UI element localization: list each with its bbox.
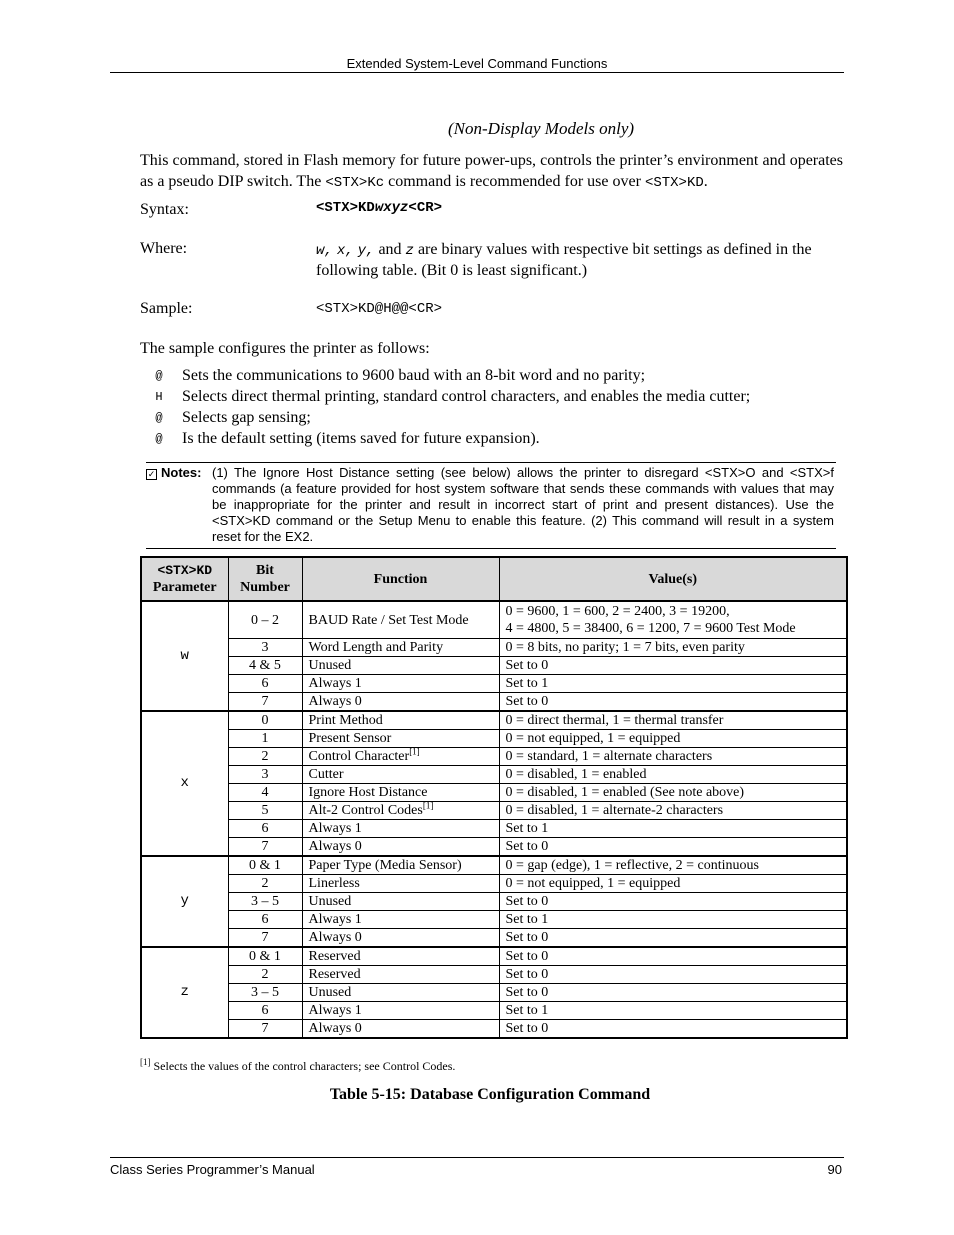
value-cell: Set to 0 xyxy=(499,984,847,1002)
intro-text: . xyxy=(703,173,708,190)
intro-paragraph xyxy=(140,150,843,194)
table-row xyxy=(141,693,847,712)
table-row xyxy=(141,730,847,748)
sample-value: <STX>KD@H@@<CR> xyxy=(316,301,443,317)
col-header-bit xyxy=(228,557,302,601)
col-header-parameter xyxy=(141,557,228,601)
syntax-value xyxy=(316,200,442,216)
section-subtitle: (Non-Display Models only) xyxy=(448,119,635,138)
where-var-z: z xyxy=(405,243,414,259)
table-row xyxy=(141,838,847,857)
bit-cell: 2 xyxy=(228,875,302,893)
config-table xyxy=(140,556,848,1039)
function-cell: Always 0 xyxy=(302,838,499,857)
intro-code-kd: <STX>KD xyxy=(644,175,704,191)
header-rule xyxy=(110,72,844,73)
header-param-text: Parameter xyxy=(152,580,217,595)
syntax-label: Syntax: xyxy=(140,201,189,218)
syntax-prefix: <STX>KD xyxy=(316,200,375,216)
function-cell: Always 1 xyxy=(302,911,499,929)
bullet-text: Sets the communications to 9600 baud with an 8-bit word and no parity; xyxy=(182,367,646,384)
param-cell: w xyxy=(141,601,228,711)
page-number: 90 xyxy=(827,1162,842,1177)
footnote-text: Selects the values of the control characters; see Control Codes. xyxy=(150,1059,456,1073)
table-row xyxy=(141,856,847,875)
where-and: and xyxy=(374,241,406,258)
bullet-text: Selects gap sensing; xyxy=(182,409,311,426)
function-text: Control Character xyxy=(308,749,410,764)
notes-label xyxy=(146,465,201,480)
table-row xyxy=(141,929,847,948)
bullet-key: @ xyxy=(155,369,163,383)
function-cell: Always 1 xyxy=(302,820,499,838)
value-line: 4 = 4800, 5 = 38400, 6 = 1200, 7 = 9600 Test Mode xyxy=(505,621,796,636)
footnote-mark: [1] xyxy=(140,1057,151,1067)
table-row xyxy=(141,820,847,838)
syntax-suffix: <CR> xyxy=(408,200,443,216)
bullet-text: Is the default setting (items saved for future expansion). xyxy=(182,430,540,447)
sample-label: Sample: xyxy=(140,300,193,317)
intro-code-kc: <STX>Kc xyxy=(325,175,385,191)
table-row xyxy=(141,657,847,675)
list-item xyxy=(140,367,840,388)
table-row xyxy=(141,1020,847,1039)
value-cell: 0 = gap (edge), 1 = reflective, 2 = continuous xyxy=(499,856,847,875)
bit-cell: 7 xyxy=(228,693,302,712)
bullet-text: Selects direct thermal printing, standard control characters, and enables the media cutter; xyxy=(182,388,751,405)
bit-cell: 7 xyxy=(228,838,302,857)
where-label: Where: xyxy=(140,240,188,257)
value-cell: Set to 0 xyxy=(499,693,847,712)
value-cell: Set to 0 xyxy=(499,893,847,911)
bullet-key: @ xyxy=(155,432,163,446)
col-header-function: Function xyxy=(302,557,499,601)
function-cell: Always 1 xyxy=(302,675,499,693)
table-row xyxy=(141,947,847,966)
bit-cell: 1 xyxy=(228,730,302,748)
bit-cell: 0 & 1 xyxy=(228,947,302,966)
bit-cell: 3 – 5 xyxy=(228,893,302,911)
bit-cell: 2 xyxy=(228,748,302,766)
param-group-x xyxy=(141,711,847,856)
table-caption: Table 5-15: Database Configuration Command xyxy=(329,1086,651,1103)
table-row xyxy=(141,601,847,639)
table-row xyxy=(141,911,847,929)
table-row xyxy=(141,984,847,1002)
param-cell: x xyxy=(141,711,228,856)
function-cell: Ignore Host Distance xyxy=(302,784,499,802)
value-cell: 0 = 8 bits, no parity; 1 = 7 bits, even parity xyxy=(499,639,847,657)
function-cell xyxy=(302,802,499,820)
value-cell: 0 = not equipped, 1 = equipped xyxy=(499,730,847,748)
table-row xyxy=(141,802,847,820)
checkbox-icon: ✓ xyxy=(147,469,156,479)
table-footnote xyxy=(140,1059,455,1074)
value-cell: Set to 0 xyxy=(499,657,847,675)
bit-cell: 6 xyxy=(228,820,302,838)
function-cell: Unused xyxy=(302,893,499,911)
bit-cell: 3 xyxy=(228,639,302,657)
function-cell: Present Sensor xyxy=(302,730,499,748)
bit-cell: 7 xyxy=(228,929,302,948)
table-row xyxy=(141,675,847,693)
bit-cell: 5 xyxy=(228,802,302,820)
bit-cell: 4 xyxy=(228,784,302,802)
sample-intro: The sample configures the printer as follows: xyxy=(140,340,430,357)
bit-cell: 2 xyxy=(228,966,302,984)
function-cell: Print Method xyxy=(302,711,499,730)
list-item xyxy=(140,430,840,451)
function-cell: Paper Type (Media Sensor) xyxy=(302,856,499,875)
table-row xyxy=(141,893,847,911)
function-cell: Word Length and Parity xyxy=(302,639,499,657)
value-cell: Set to 1 xyxy=(499,911,847,929)
list-item xyxy=(140,409,840,430)
value-cell: 0 = standard, 1 = alternate characters xyxy=(499,748,847,766)
value-cell: 0 = disabled, 1 = alternate-2 characters xyxy=(499,802,847,820)
table-row xyxy=(141,966,847,984)
param-cell: z xyxy=(141,947,228,1038)
function-cell: Reserved xyxy=(302,966,499,984)
where-var-x: x, xyxy=(336,243,354,259)
intro-text: This command, stored in Flash memory for future power-ups, controls the printer’s environment and operates as a pseudo DIP switch. The xyxy=(140,152,843,190)
footer-manual-title: Class Series Programmer’s Manual xyxy=(110,1162,315,1177)
where-description xyxy=(316,240,836,281)
bit-cell: 6 xyxy=(228,675,302,693)
bit-cell: 7 xyxy=(228,1020,302,1039)
table-header-row xyxy=(141,557,847,601)
bullet-key: @ xyxy=(155,411,163,425)
value-cell: Set to 1 xyxy=(499,1002,847,1020)
param-group-w xyxy=(141,601,847,711)
where-var-w: w, xyxy=(316,243,333,259)
bit-cell: 3 – 5 xyxy=(228,984,302,1002)
bit-cell: 3 xyxy=(228,766,302,784)
function-cell xyxy=(302,748,499,766)
table-row xyxy=(141,1002,847,1020)
param-group-y xyxy=(141,856,847,947)
notes-text: (1) The Ignore Host Distance setting (see below) allows the printer to disregard <STX>O and <STX>f commands (a feature provided for host system software that sends these commands with values that may be inappropriate for the printer and result in incorrect start of print and present distances). Use the <STX>KD command or the Setup Menu to enable this feature. (2) This command will result in a system reset for the EX2. xyxy=(212,465,834,544)
table-row xyxy=(141,875,847,893)
function-cell: Reserved xyxy=(302,947,499,966)
table-row xyxy=(141,639,847,657)
value-cell: 0 = disabled, 1 = enabled (See note above) xyxy=(499,784,847,802)
table-row xyxy=(141,748,847,766)
value-line: 0 = 9600, 1 = 600, 2 = 2400, 3 = 19200, xyxy=(505,604,730,619)
sample-bullets xyxy=(140,367,840,451)
value-cell: 0 = not equipped, 1 = equipped xyxy=(499,875,847,893)
function-cell: Always 0 xyxy=(302,1020,499,1039)
notes-label-text: Notes: xyxy=(161,465,202,480)
value-cell: Set to 1 xyxy=(499,820,847,838)
value-cell: Set to 0 xyxy=(499,929,847,948)
function-cell: Always 1 xyxy=(302,1002,499,1020)
col-header-values: Value(s) xyxy=(499,557,847,601)
table-row xyxy=(141,766,847,784)
bit-cell: 6 xyxy=(228,1002,302,1020)
bit-cell: 0 & 1 xyxy=(228,856,302,875)
where-rest: are binary values with respective bit settings as defined in the following table. (Bit 0 is least significant.) xyxy=(316,241,812,279)
function-cell: Always 0 xyxy=(302,929,499,948)
table-row xyxy=(141,784,847,802)
footer-rule xyxy=(110,1157,844,1158)
bit-cell: 0 xyxy=(228,711,302,730)
bit-cell: 4 & 5 xyxy=(228,657,302,675)
where-var-y: y, xyxy=(357,243,375,259)
value-cell: Set to 0 xyxy=(499,838,847,857)
list-item xyxy=(140,388,840,409)
bit-cell: 0 – 2 xyxy=(228,601,302,639)
function-cell: Cutter xyxy=(302,766,499,784)
table-row xyxy=(141,711,847,730)
value-cell xyxy=(499,601,847,639)
function-cell: Unused xyxy=(302,984,499,1002)
function-cell: Linerless xyxy=(302,875,499,893)
param-cell: y xyxy=(141,856,228,947)
value-cell: Set to 0 xyxy=(499,966,847,984)
header-bit-line1: Bit xyxy=(256,563,274,578)
function-cell: BAUD Rate / Set Test Mode xyxy=(302,601,499,639)
value-cell: Set to 0 xyxy=(499,1020,847,1039)
bullet-key: H xyxy=(155,390,163,404)
footnote-ref: [1] xyxy=(409,746,420,757)
bit-cell: 6 xyxy=(228,911,302,929)
function-cell: Unused xyxy=(302,657,499,675)
footnote-ref: [1] xyxy=(422,800,434,811)
value-cell: Set to 1 xyxy=(499,675,847,693)
notes-box xyxy=(146,462,836,549)
value-cell: 0 = disabled, 1 = enabled xyxy=(499,766,847,784)
param-group-z xyxy=(141,947,847,1038)
value-cell: 0 = direct thermal, 1 = thermal transfer xyxy=(499,711,847,730)
function-text: Alt-2 Control Codes xyxy=(308,803,423,818)
running-header: Extended System-Level Command Functions xyxy=(346,56,608,71)
syntax-vars: wxyz xyxy=(374,200,409,216)
function-cell: Always 0 xyxy=(302,693,499,712)
header-bit-line2: Number xyxy=(240,580,290,595)
intro-text: command is recommended for use over xyxy=(384,173,645,190)
value-cell: Set to 0 xyxy=(499,947,847,966)
header-param-code: <STX>KD xyxy=(157,563,213,578)
